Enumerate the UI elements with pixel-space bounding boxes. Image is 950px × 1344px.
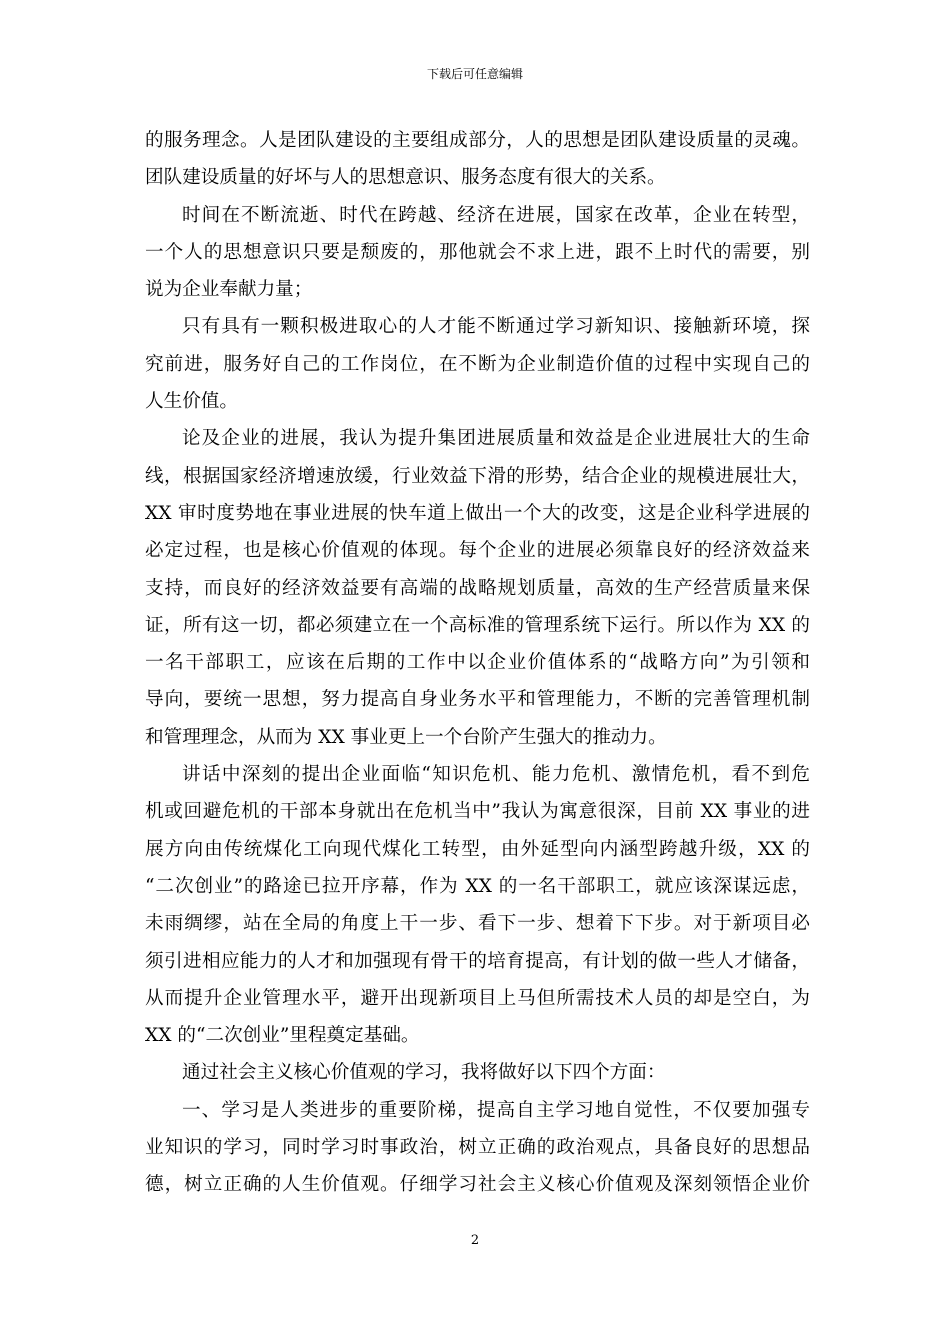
- text-line: 必定过程，也是核心价值观的体现。每个企业的进展必须靠良好的经济效益来: [145, 540, 810, 562]
- text-line: 机或回避危机的干部本身就出在危机当中”我认为寓意很深，目前 XX 事业的进: [145, 801, 810, 823]
- text-line: 讲话中深刻的提出企业面临“知识危机、能力危机、激情危机，看不到危: [182, 764, 810, 786]
- text-line: 展方向由传统煤化工向现代煤化工转型，由外延型向内涵型跨越升级，XX 的: [145, 838, 810, 860]
- text-line: 支持，而良好的经济效益要有高端的战略规划质量，高效的生产经营质量来保: [145, 577, 810, 599]
- text-line: 和管理理念，从而为 XX 事业更上一个台阶产生强大的推动力。: [145, 726, 667, 748]
- text-line: 线，根据国家经济增速放缓，行业效益下滑的形势，结合企业的规模进展壮大，: [145, 465, 810, 487]
- text-line: 只有具有一颗积极进取心的人才能不断通过学习新知识、接触新环境，探: [182, 316, 810, 338]
- text-line: 未雨绸缪，站在全局的角度上干一步、看下一步、想着下下步。对于新项目必: [145, 913, 810, 935]
- text-line: 一名干部职工，应该在后期的工作中以企业价值体系的“战略方向”为引领和: [145, 652, 810, 674]
- text-line: 团队建设质量的好坏与人的思想意识、服务态度有很大的关系。: [145, 167, 666, 189]
- text-line: 时间在不断流逝、时代在跨越、经济在进展，国家在改革，企业在转型，: [182, 204, 810, 226]
- text-line: 从而提升企业管理水平，避开出现新项目上马但所需技术人员的却是空白，为: [145, 987, 810, 1009]
- text-line: XX 的“二次创业”里程奠定基础。: [145, 1025, 420, 1047]
- text-line: 导向，要统一思想，努力提高自身业务水平和管理能力，不断的完善管理机制: [145, 689, 810, 711]
- text-line: 人生价值。: [145, 391, 238, 413]
- text-line: 德，树立正确的人生价值观。仔细学习社会主义核心价值观及深刻领悟企业价: [145, 1174, 810, 1196]
- page-header: 下载后可任意编辑: [426, 67, 523, 81]
- text-line: XX 审时度势地在事业进展的快车道上做出一个大的改变，这是企业科学进展的: [145, 502, 810, 524]
- text-line: 究前进，服务好自己的工作岗位，在不断为企业制造价值的过程中实现自己的: [145, 353, 810, 375]
- text-line: 的服务理念。人是团队建设的主要组成部分，人的思想是团队建设质量的灵魂。: [145, 130, 810, 151]
- text-line: 证，所有这一切，都必须建立在一个高标准的管理系统下运行。所以作为 XX 的: [145, 614, 810, 636]
- text-line: 通过社会主义核心价值观的学习，我将做好以下四个方面：: [182, 1062, 666, 1084]
- page-number: 2: [470, 1233, 480, 1248]
- text-line: 一个人的思想意识只要是颓废的，那他就会不求上进，跟不上时代的需要，别: [145, 241, 810, 263]
- text-line: 一、学习是人类进步的重要阶梯，提高自主学习地自觉性，不仅要加强专: [182, 1099, 810, 1121]
- text-line: 须引进相应能力的人才和加强现有骨干的培育提高，有计划的做一些人才储备，: [145, 950, 810, 972]
- text-line: 说为企业奉献力量；: [145, 279, 313, 301]
- text-line: “二次创业”的路途已拉开序幕，作为 XX 的一名干部职工，就应该深谋远虑，: [145, 875, 810, 897]
- body-text: [145, 122, 810, 1204]
- text-line: 业知识的学习，同时学习时事政治，树立正确的政治观点，具备良好的思想品: [145, 1137, 810, 1159]
- text-line: 论及企业的进展，我认为提升集团进展质量和效益是企业进展壮大的生命: [182, 428, 810, 450]
